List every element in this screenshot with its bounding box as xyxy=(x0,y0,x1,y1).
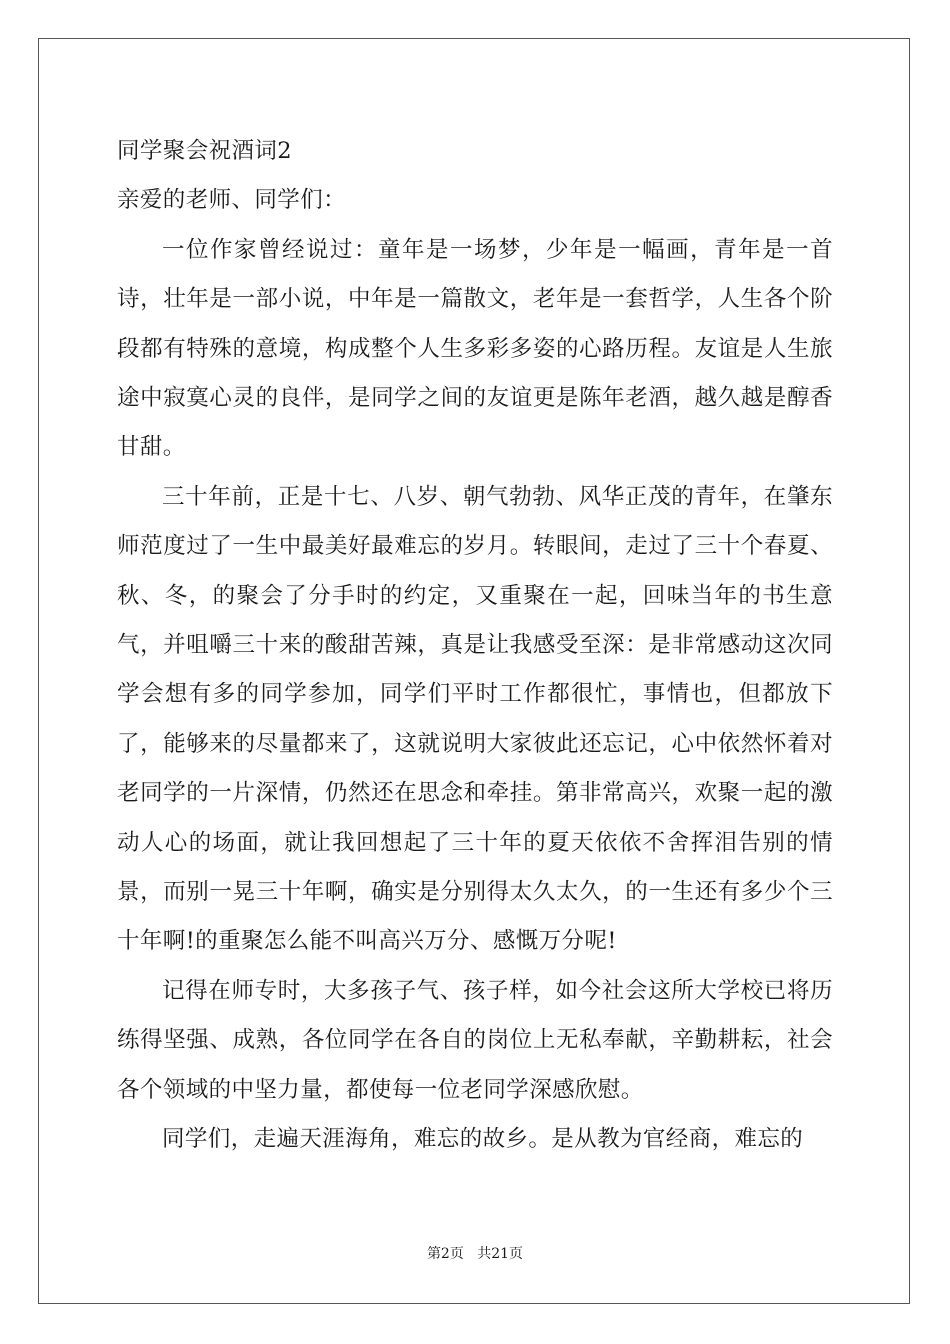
paragraph-4: 同学们，走遍天涯海角，难忘的故乡。是从教为官经商，难忘的 xyxy=(162,1126,804,1153)
page-footer xyxy=(0,1244,950,1264)
document-title: 同学聚会祝酒词2 xyxy=(117,138,293,164)
paragraph-3: 记得在师专时，大多孩子气、孩子样，如今社会这所大学校已将历练得坚强、成熟，各位同学在各自的岗位上无私奉献，辛勤耕耘，社会各个领域的中坚力量，都使每一位老同学深感欣慰。 xyxy=(117,977,833,1103)
paragraph-2: 三十年前，正是十七、八岁、朝气勃勃、风华正茂的青年，在肇东师范度过了一生中最美好最难忘的岁月。转眼间，走过了三十个春夏、秋、冬，的聚会了分手时的约定，又重聚在一起，回味当年的书生意气，并咀嚼三十来的酸甜苦辣，真是让我感受至深：是非常感动这次同学会想有多的同学参加，同学们平时工作都很忙，事情也，但都放下了，能够来的尽量都来了，这就说明大家彼此还忘记，心中依然怀着对老同学的一片深情，仍然还在思念和牵挂。第非常高兴，欢聚一起的激动人心的场面，就让我回想起了三十年的夏天依依不舍挥泪告别的情景，而别一晃三十年啊，确实是分别得太久太久，的一生还有多少个三十年啊!的重聚怎么能不叫高兴万分、感慨万分呢! xyxy=(117,483,833,955)
document-body xyxy=(117,127,833,1165)
paragraph-1: 一位作家曾经说过：童年是一场梦，少年是一幅画，青年是一首诗，壮年是一部小说，中年是一篇散文，老年是一套哲学，人生各个阶段都有特殊的意境，构成整个人生多彩多姿的心路历程。友谊是人生旅途中寂寞心灵的良伴，是同学之间的友谊更是陈年老酒，越久越是醇香甘甜。 xyxy=(117,236,833,461)
salutation: 亲爱的老师、同学们： xyxy=(117,187,347,214)
page-number: 第2页 xyxy=(426,1246,464,1262)
page-total: 共21页 xyxy=(477,1246,524,1262)
